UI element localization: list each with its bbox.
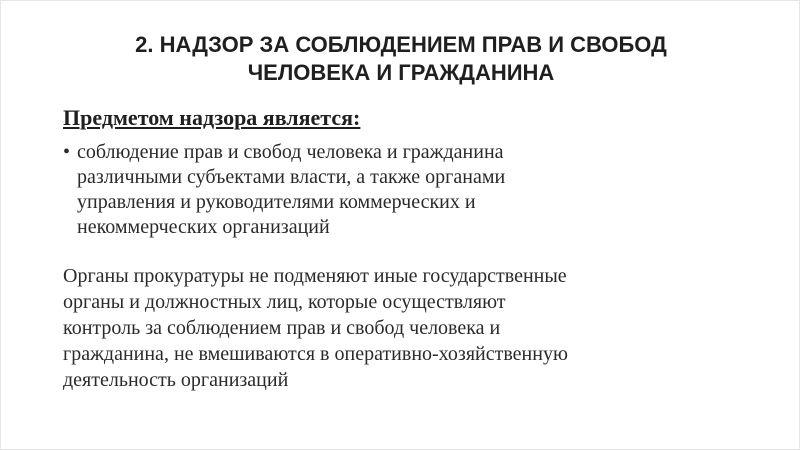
bullet-dot-icon: • <box>63 141 71 163</box>
bullet-item <box>63 140 703 240</box>
subject-heading: Предметом надзора является: <box>63 105 361 130</box>
paragraph-line-5: деятельность организаций <box>63 369 289 391</box>
body-paragraph <box>63 263 763 393</box>
paragraph-line-3: контроль за соблюдением прав и свобод человека и <box>63 317 501 339</box>
paragraph-line-4: гражданина, не вмешиваются в оперативно-хозяйственную <box>63 343 568 365</box>
bullet-text <box>77 140 703 240</box>
slide-title-line-2: ЧЕЛОВЕКА И ГРАЖДАНИНА <box>247 60 555 85</box>
paragraph-line-2: органы и должностных лиц, которые осуществляют <box>63 291 506 313</box>
slide-title <box>41 31 761 87</box>
paragraph-line-1: Органы прокуратуры не подменяют иные государственные <box>63 265 567 287</box>
slide-title-line-1: 2. НАДЗОР ЗА СОБЛЮДЕНИЕМ ПРАВ И СВОБОД <box>135 32 667 57</box>
bullet-line-3: управления и руководителями коммерческих и <box>77 191 476 213</box>
bullet-line-2: различными субъектами власти, а также органами <box>77 166 506 188</box>
bullet-line-4: некоммерческих организаций <box>77 216 330 238</box>
bullet-line-1: соблюдение прав и свобод человека и гражданина <box>77 141 504 163</box>
